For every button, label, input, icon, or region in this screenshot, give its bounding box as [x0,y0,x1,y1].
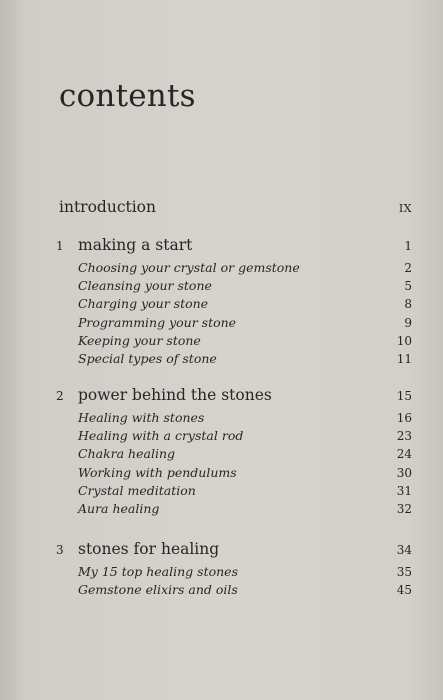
entry-page: 9 [404,315,412,330]
chapter-page: 1 [404,239,412,253]
toc-entry [78,296,416,314]
chapter-number: 1 [56,239,64,253]
entry-title: Cleansing your stone [78,278,212,294]
entry-page: 31 [396,483,412,498]
chapter-page: 15 [396,389,412,403]
toc-entry [78,483,416,501]
toc-chapter-3 [56,540,416,600]
entry-page: 30 [396,465,412,480]
entry-page: 45 [396,583,412,598]
toc-introduction [59,198,412,216]
toc-entry [78,564,416,582]
toc-entry [78,501,416,519]
chapter-title: stones for healing [78,540,220,558]
chapter-heading [56,386,416,410]
entry-page: 10 [396,333,412,348]
entry-page: 11 [396,351,412,366]
chapter-entries [56,410,416,519]
entry-title: Programming your stone [78,314,237,330]
toc-entry [78,315,416,333]
toc-entry [78,260,416,278]
entry-title: Aura healing [78,500,160,516]
chapter-page: 34 [396,543,412,557]
entry-page: 24 [396,447,412,462]
toc-entry [78,446,416,464]
toc-entry [78,351,416,369]
entry-page: 5 [404,279,412,294]
chapter-entries [56,260,416,369]
toc-chapter-2 [56,386,416,519]
page-title: contents [59,78,196,114]
entry-title: My 15 top healing stones [78,564,238,579]
chapter-number: 3 [56,543,64,557]
entry-page: 32 [396,501,412,516]
entry-page: 2 [404,261,412,275]
chapter-title: power behind the stones [78,386,272,404]
toc-entry [78,333,416,351]
entry-title: Healing with stones [78,410,205,425]
entry-title: Special types of stone [78,350,217,366]
toc-chapter-1 [56,236,416,369]
entry-page: 23 [396,429,412,444]
entry-title: Charging your stone [78,296,209,312]
entry-title: Healing with a crystal rod [78,428,244,444]
entry-title: Keeping your stone [78,332,201,348]
chapter-heading [56,236,416,260]
entry-title: Gemstone elixirs and oils [78,582,238,598]
introduction-label: introduction [59,198,156,216]
introduction-page: IX [398,202,412,215]
entry-page: 35 [396,565,412,579]
chapter-title: making a start [78,236,193,254]
toc-entry [78,278,416,296]
entry-title: Chakra healing [78,446,175,462]
toc-entry [78,582,416,600]
entry-title: Crystal meditation [78,482,196,498]
chapter-heading [56,540,416,564]
chapter-entries [56,564,416,600]
entry-page: 16 [396,411,412,425]
entry-page: 8 [404,297,412,312]
toc-entry [78,465,416,483]
toc-entry [78,410,416,428]
toc-entry [78,428,416,446]
chapter-number: 2 [56,389,64,403]
entry-title: Choosing your crystal or gemstone [78,260,300,275]
entry-title: Working with pendulums [78,464,237,480]
